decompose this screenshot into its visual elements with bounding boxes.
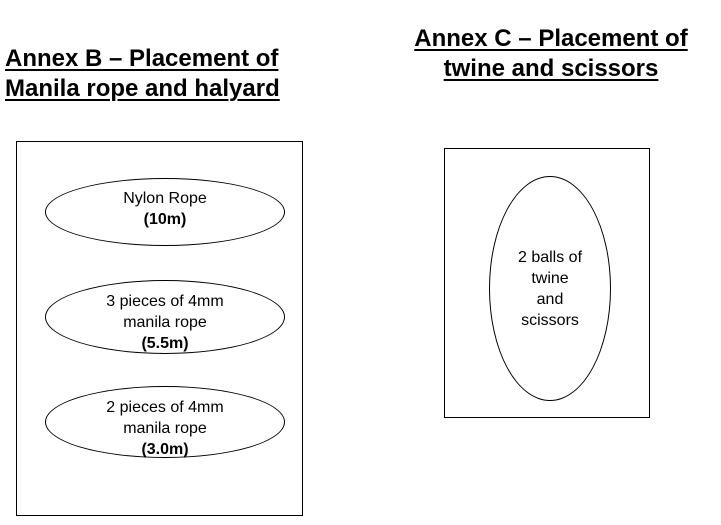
nylon-rope-length: (10m) [143,211,187,228]
manila-rope-3-0m-length: (3.0m) [141,441,189,458]
manila-rope-5-5m-length: (5.5m) [141,335,189,352]
manila-rope-5-5m-line1: 3 pieces of 4mm [106,293,224,310]
twine-scissors-line2: twine [531,270,569,287]
manila-rope-3-0m-label [45,397,285,460]
nylon-rope-line1: Nylon Rope [123,190,207,207]
annex-b-title-line1: Annex B – Placement of [5,45,279,72]
twine-scissors-line3: and [536,291,564,308]
twine-scissors-line4: scissors [521,312,579,329]
manila-rope-3-0m-line1: 2 pieces of 4mm [106,399,224,416]
manila-rope-5-5m-label [45,291,285,354]
annex-c-panel [444,148,650,418]
annex-b-title-line2: Manila rope and halyard [5,75,280,102]
annex-c-title [396,24,706,84]
annex-b-panel [16,141,303,516]
annex-c-title-line2: twine and scissors [443,55,659,82]
manila-rope-5-5m-line2: manila rope [123,314,207,331]
annex-b-title [5,44,280,104]
annex-c-title-line1: Annex C – Placement of [414,25,688,52]
manila-rope-3-0m-line2: manila rope [123,420,207,437]
twine-scissors-label [489,247,611,331]
twine-scissors-line1: 2 balls of [517,249,583,266]
nylon-rope-label [45,188,285,230]
